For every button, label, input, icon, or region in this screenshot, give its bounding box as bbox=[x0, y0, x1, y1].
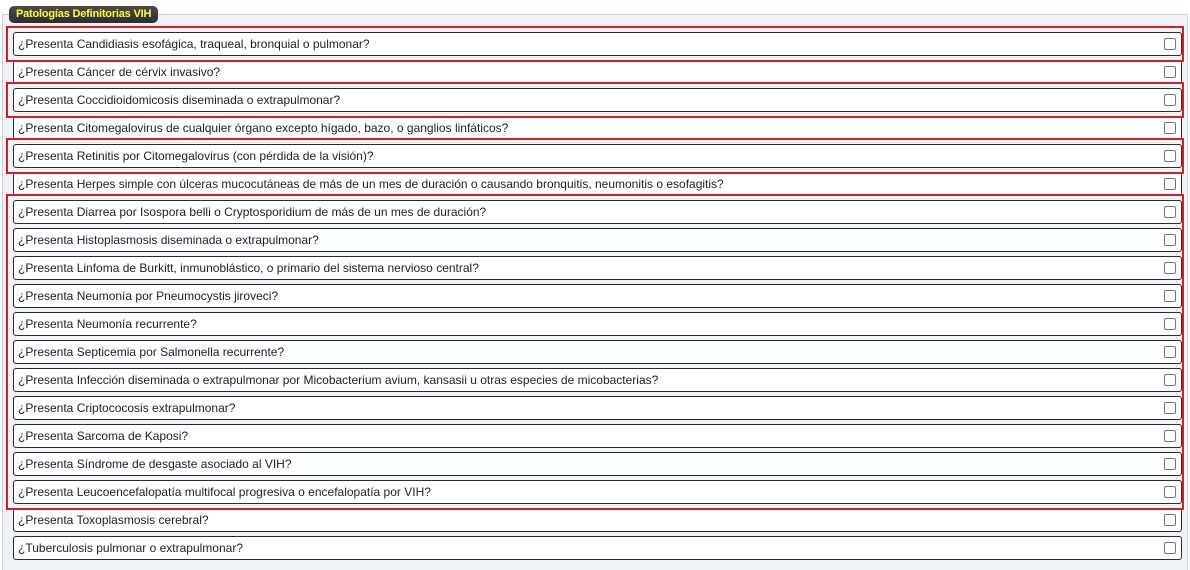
question-row bbox=[13, 508, 1182, 532]
question-label: ¿Presenta Citomegalovirus de cualquier órgano excepto hígado, bazo, o ganglios linfáticos? bbox=[18, 121, 509, 135]
question-row bbox=[13, 424, 1182, 448]
question-checkbox[interactable] bbox=[1164, 290, 1176, 302]
question-checkbox[interactable] bbox=[1164, 458, 1176, 470]
question-checkbox[interactable] bbox=[1164, 94, 1176, 106]
question-row bbox=[13, 172, 1182, 196]
question-checkbox[interactable] bbox=[1164, 66, 1176, 78]
question-checkbox[interactable] bbox=[1164, 150, 1176, 162]
question-row bbox=[13, 200, 1182, 224]
question-label: ¿Presenta Diarrea por Isospora belli o Cryptosporidium de más de un mes de duración? bbox=[18, 205, 487, 219]
question-row bbox=[13, 60, 1182, 84]
section-title: Patologías Definitorias VIH bbox=[9, 6, 158, 23]
question-row bbox=[13, 256, 1182, 280]
question-row bbox=[13, 284, 1182, 308]
question-row bbox=[13, 88, 1182, 112]
question-label: ¿Presenta Herpes simple con úlceras mucocutáneas de más de un mes de duración o causando bronquitis, neumonitis o esofagitis? bbox=[18, 177, 724, 191]
question-label: ¿Presenta Infección diseminada o extrapulmonar por Micobacterium avium, kansasii u otras especies de micobacterias? bbox=[18, 373, 659, 387]
question-checkbox[interactable] bbox=[1164, 402, 1176, 414]
question-checkbox[interactable] bbox=[1164, 262, 1176, 274]
question-label: ¿Presenta Sarcoma de Kaposi? bbox=[18, 429, 189, 443]
question-label: ¿Presenta Síndrome de desgaste asociado al VIH? bbox=[18, 457, 292, 471]
question-row bbox=[13, 536, 1182, 560]
question-label: ¿Presenta Linfoma de Burkitt, inmunoblástico, o primario del sistema nervioso central? bbox=[18, 261, 479, 275]
question-label: ¿Presenta Retinitis por Citomegalovirus (con pérdida de la visión)? bbox=[18, 149, 374, 163]
question-row bbox=[13, 340, 1182, 364]
question-checkbox[interactable] bbox=[1164, 374, 1176, 386]
question-checkbox[interactable] bbox=[1164, 514, 1176, 526]
question-row bbox=[13, 116, 1182, 140]
question-checkbox[interactable] bbox=[1164, 430, 1176, 442]
question-label: ¿Presenta Candidiasis esofágica, traqueal, bronquial o pulmonar? bbox=[18, 37, 370, 51]
question-label: ¿Presenta Neumonía recurrente? bbox=[18, 317, 197, 331]
question-row bbox=[13, 312, 1182, 336]
question-row bbox=[13, 32, 1182, 56]
question-row bbox=[13, 480, 1182, 504]
question-label: ¿Presenta Toxoplasmosis cerebral? bbox=[18, 513, 209, 527]
question-checkbox[interactable] bbox=[1164, 122, 1176, 134]
question-row bbox=[13, 144, 1182, 168]
question-label: ¿Presenta Leucoencefalopatía multifocal progresiva o encefalopatía por VIH? bbox=[18, 485, 431, 499]
question-row bbox=[13, 396, 1182, 420]
question-label: ¿Presenta Criptococosis extrapulmonar? bbox=[18, 401, 236, 415]
question-checkbox[interactable] bbox=[1164, 318, 1176, 330]
question-row bbox=[13, 368, 1182, 392]
question-row bbox=[13, 452, 1182, 476]
question-row bbox=[13, 228, 1182, 252]
question-label: ¿Tuberculosis pulmonar o extrapulmonar? bbox=[18, 541, 243, 555]
question-label: ¿Presenta Cáncer de cérvix invasivo? bbox=[18, 65, 221, 79]
question-checkbox[interactable] bbox=[1164, 178, 1176, 190]
question-checkbox[interactable] bbox=[1164, 542, 1176, 554]
question-label: ¿Presenta Histoplasmosis diseminada o extrapulmonar? bbox=[18, 233, 319, 247]
question-checkbox[interactable] bbox=[1164, 486, 1176, 498]
question-checkbox[interactable] bbox=[1164, 346, 1176, 358]
question-label: ¿Presenta Neumonía por Pneumocystis jiroveci? bbox=[18, 289, 279, 303]
question-label: ¿Presenta Septicemia por Salmonella recurrente? bbox=[18, 345, 285, 359]
question-label: ¿Presenta Coccidioidomicosis diseminada o extrapulmonar? bbox=[18, 93, 341, 107]
question-checkbox[interactable] bbox=[1164, 38, 1176, 50]
question-checkbox[interactable] bbox=[1164, 206, 1176, 218]
question-checkbox[interactable] bbox=[1164, 234, 1176, 246]
